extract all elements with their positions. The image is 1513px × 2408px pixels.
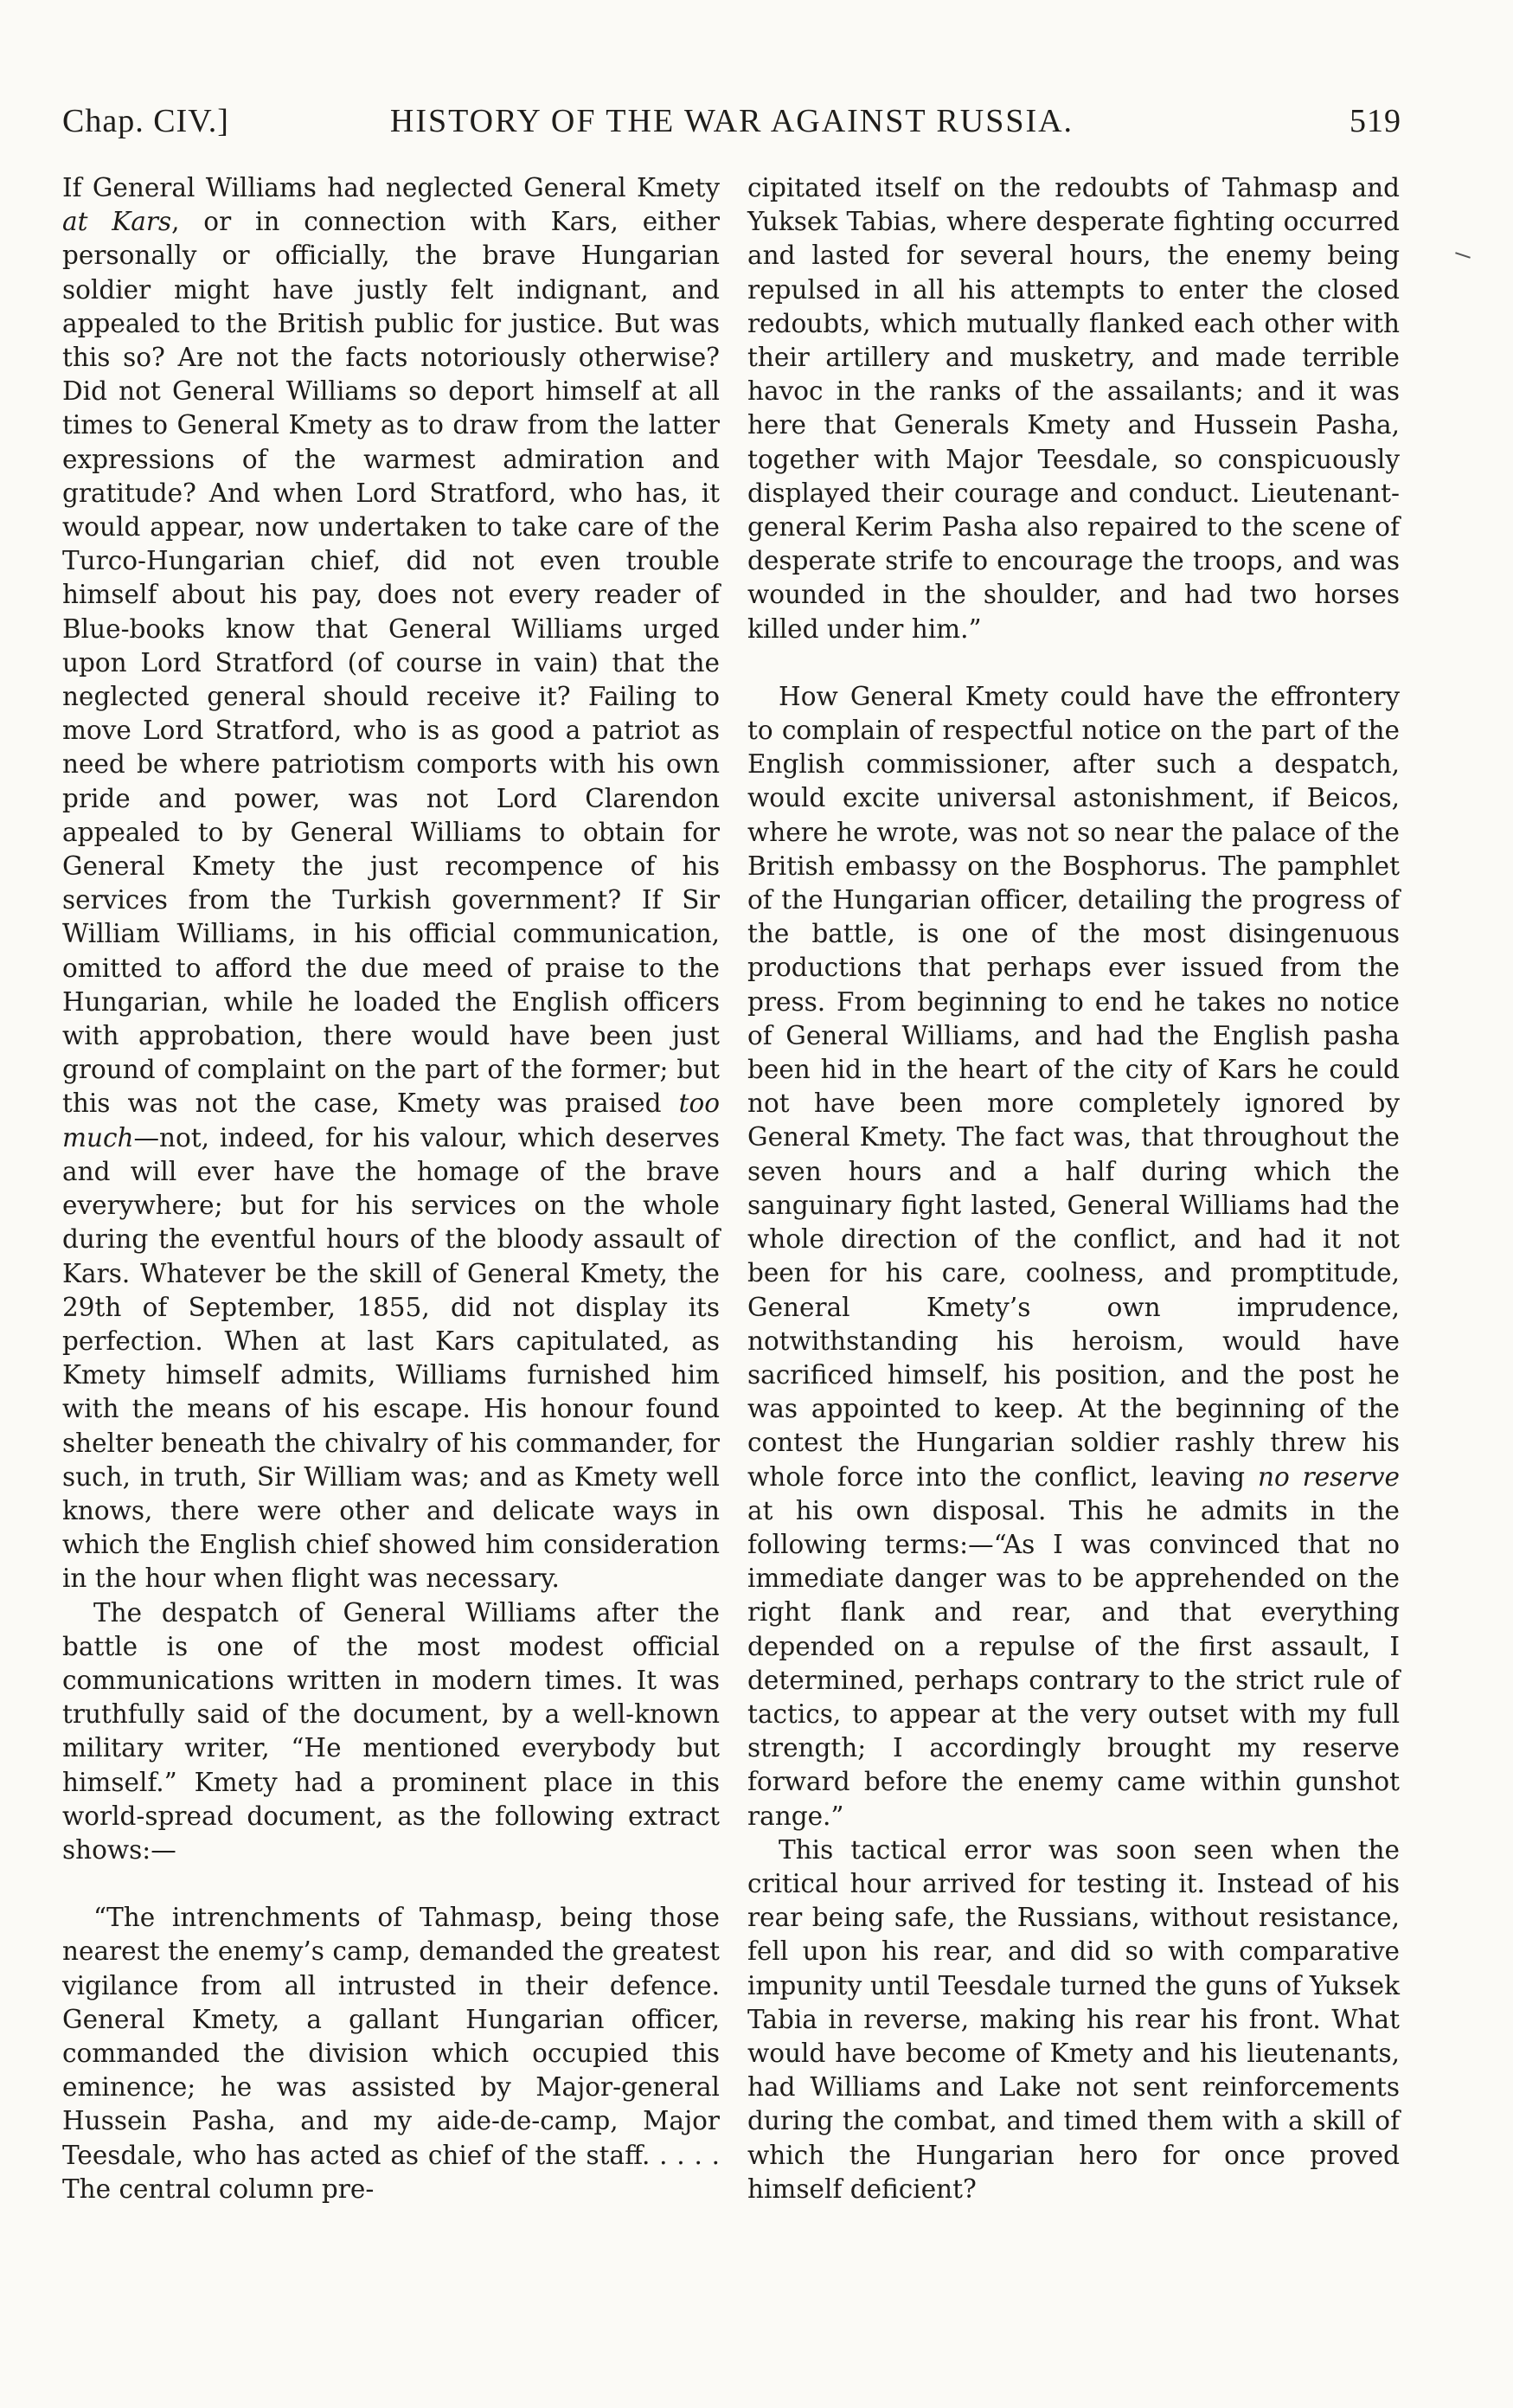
chapter-label: Chap. CIV.]: [62, 103, 229, 139]
page-number: 519: [1350, 103, 1401, 139]
left-column: [62, 171, 720, 2206]
paragraph: How General Kmety could have the effrontery to complain of respectful notice on the part of the English commissioner, after such a despatch, would excite universal astonishment, if Beicos, where he wrote, was not so near the palace of the British embassy on the Bosphorus. The pamphlet of the Hungarian officer, detailing the progress of the battle, is one of the most disingenuous productions that perhaps ever issued from the press. From beginning to end he takes no notice of General Williams, and had the English pasha been hid in the heart of the city of Kars he could not have been more completely ignored by General Kmety. The fact was, that throughout the seven hours and a half during which the sanguinary fight lasted, General Williams had the whole direction of the conflict, and had it not been for his care, coolness, and promptitude, General Kmety’s own imprudence, notwithstanding his heroism, would have sacrificed himself, his position, and the post he was appointed to keep. At the beginning of the contest the Hungarian soldier rashly threw his whole force into the conflict, leaving no reserve at his own disposal. This he admits in the following terms:—“As I was convinced that no immediate danger was to be apprehended on the right flank and rear, and that everything depended on a repulse of the first assault, I determined, perhaps contrary to the strict rule of tactics, to appear at the very outset with my full strength; I accordingly brought my reserve forward before the enemy came within gunshot range.”: [747, 681, 1400, 1831]
block-quote: “The intrenchments of Tahmasp, being those nearest the enemy’s camp, demanded the greatest vigilance from all intrusted in their defence. General Kmety, a gallant Hungarian officer, commanded the division which occupied this eminence; he was assisted by Major-general Hussein Pasha, and my aide-de-camp, Major Teesdale, who has acted as chief of the staff. . . . . The central column pre-: [62, 1903, 720, 2204]
block-quote-continued: cipitated itself on the redoubts of Tahmasp and Yuksek Tabias, where desperate fighting occurred and lasted for several hours, the enemy being repulsed in all his attempts to enter the closed redoubts, which mutually flanked each other with their artillery and musketry, and made terrible havoc in the ranks of the assailants; and it was here that Generals Kmety and Hussein Pasha, together with Major Teesdale, so conspicuously displayed their courage and conduct. Lieutenant-general Kerim Pasha also repaired to the scene of desperate strife to encourage the troops, and was wounded in the shoulder, and had two horses killed under him.”: [747, 173, 1400, 644]
right-column: [747, 171, 1400, 2206]
running-header: [62, 102, 1401, 147]
running-title: HISTORY OF THE WAR AGAINST RUSSIA.: [389, 103, 1074, 139]
paragraph: This tactical error was soon seen when the critical hour arrived for testing it. Instead of his rear being safe, the Russians, without resistance, fell upon his rear, and did so with comparative impunity until Teesdale turned the guns of Yuksek Tabia in reverse, making his rear his front. What would have become of Kmety and his lieutenants, had Williams and Lake not sent reinforcements during the combat, and timed them with a skill of which the Hungarian hero for once proved himself deficient?: [747, 1834, 1400, 2204]
margin-mark: [1455, 252, 1471, 258]
paragraph: If General Williams had neglected General Kmety at Kars, or in connection with Kars, either personally or officially, the brave Hungarian soldier might have justly felt indignant, and appealed to the British public for justice. But was this so? Are not the facts notoriously otherwise? Did not General Williams so deport himself at all times to General Kmety as to draw from the latter expressions of the warmest admiration and gratitude? And when Lord Stratford, who has, it would appear, now undertaken to take care of the Turco-Hungarian chief, did not even trouble himself about his pay, does not every reader of Blue-books know that General Williams urged upon Lord Stratford (of course in vain) that the neglected general should receive it? Failing to move Lord Stratford, who is as good a patriot as need be where patriotism comports with his own pride and power, was not Lord Clarendon appealed to by General Williams to obtain for General Kmety the just recompence of his services from the Turkish government? If Sir William Williams, in his official communication, omitted to afford the due meed of praise to the Hungarian, while he loaded the English officers with approbation, there would have been just ground of complaint on the part of the former; but this was not the case, Kmety was praised too much—not, indeed, for his valour, which deserves and will ever have the homage of the brave everywhere; but for his services on the whole during the eventful hours of the bloody assault of Kars. Whatever be the skill of General Kmety, the 29th of September, 1855, did not display its perfection. When at last Kars capitulated, as Kmety himself admits, Williams furnished him with the means of his escape. His honour found shelter beneath the chivalry of his commander, for such, in truth, Sir William was; and as Kmety well knows, there were other and delicate ways in which the English chief showed him consideration in the hour when flight was necessary.: [62, 173, 721, 1594]
paragraph: The despatch of General Williams after the battle is one of the most modest official communications written in modern times. It was truthfully said of the document, by a well-known military writer, “He mentioned everybody but himself.” Kmety had a prominent place in this world-spread document, as the following extract shows:—: [62, 1597, 720, 1865]
